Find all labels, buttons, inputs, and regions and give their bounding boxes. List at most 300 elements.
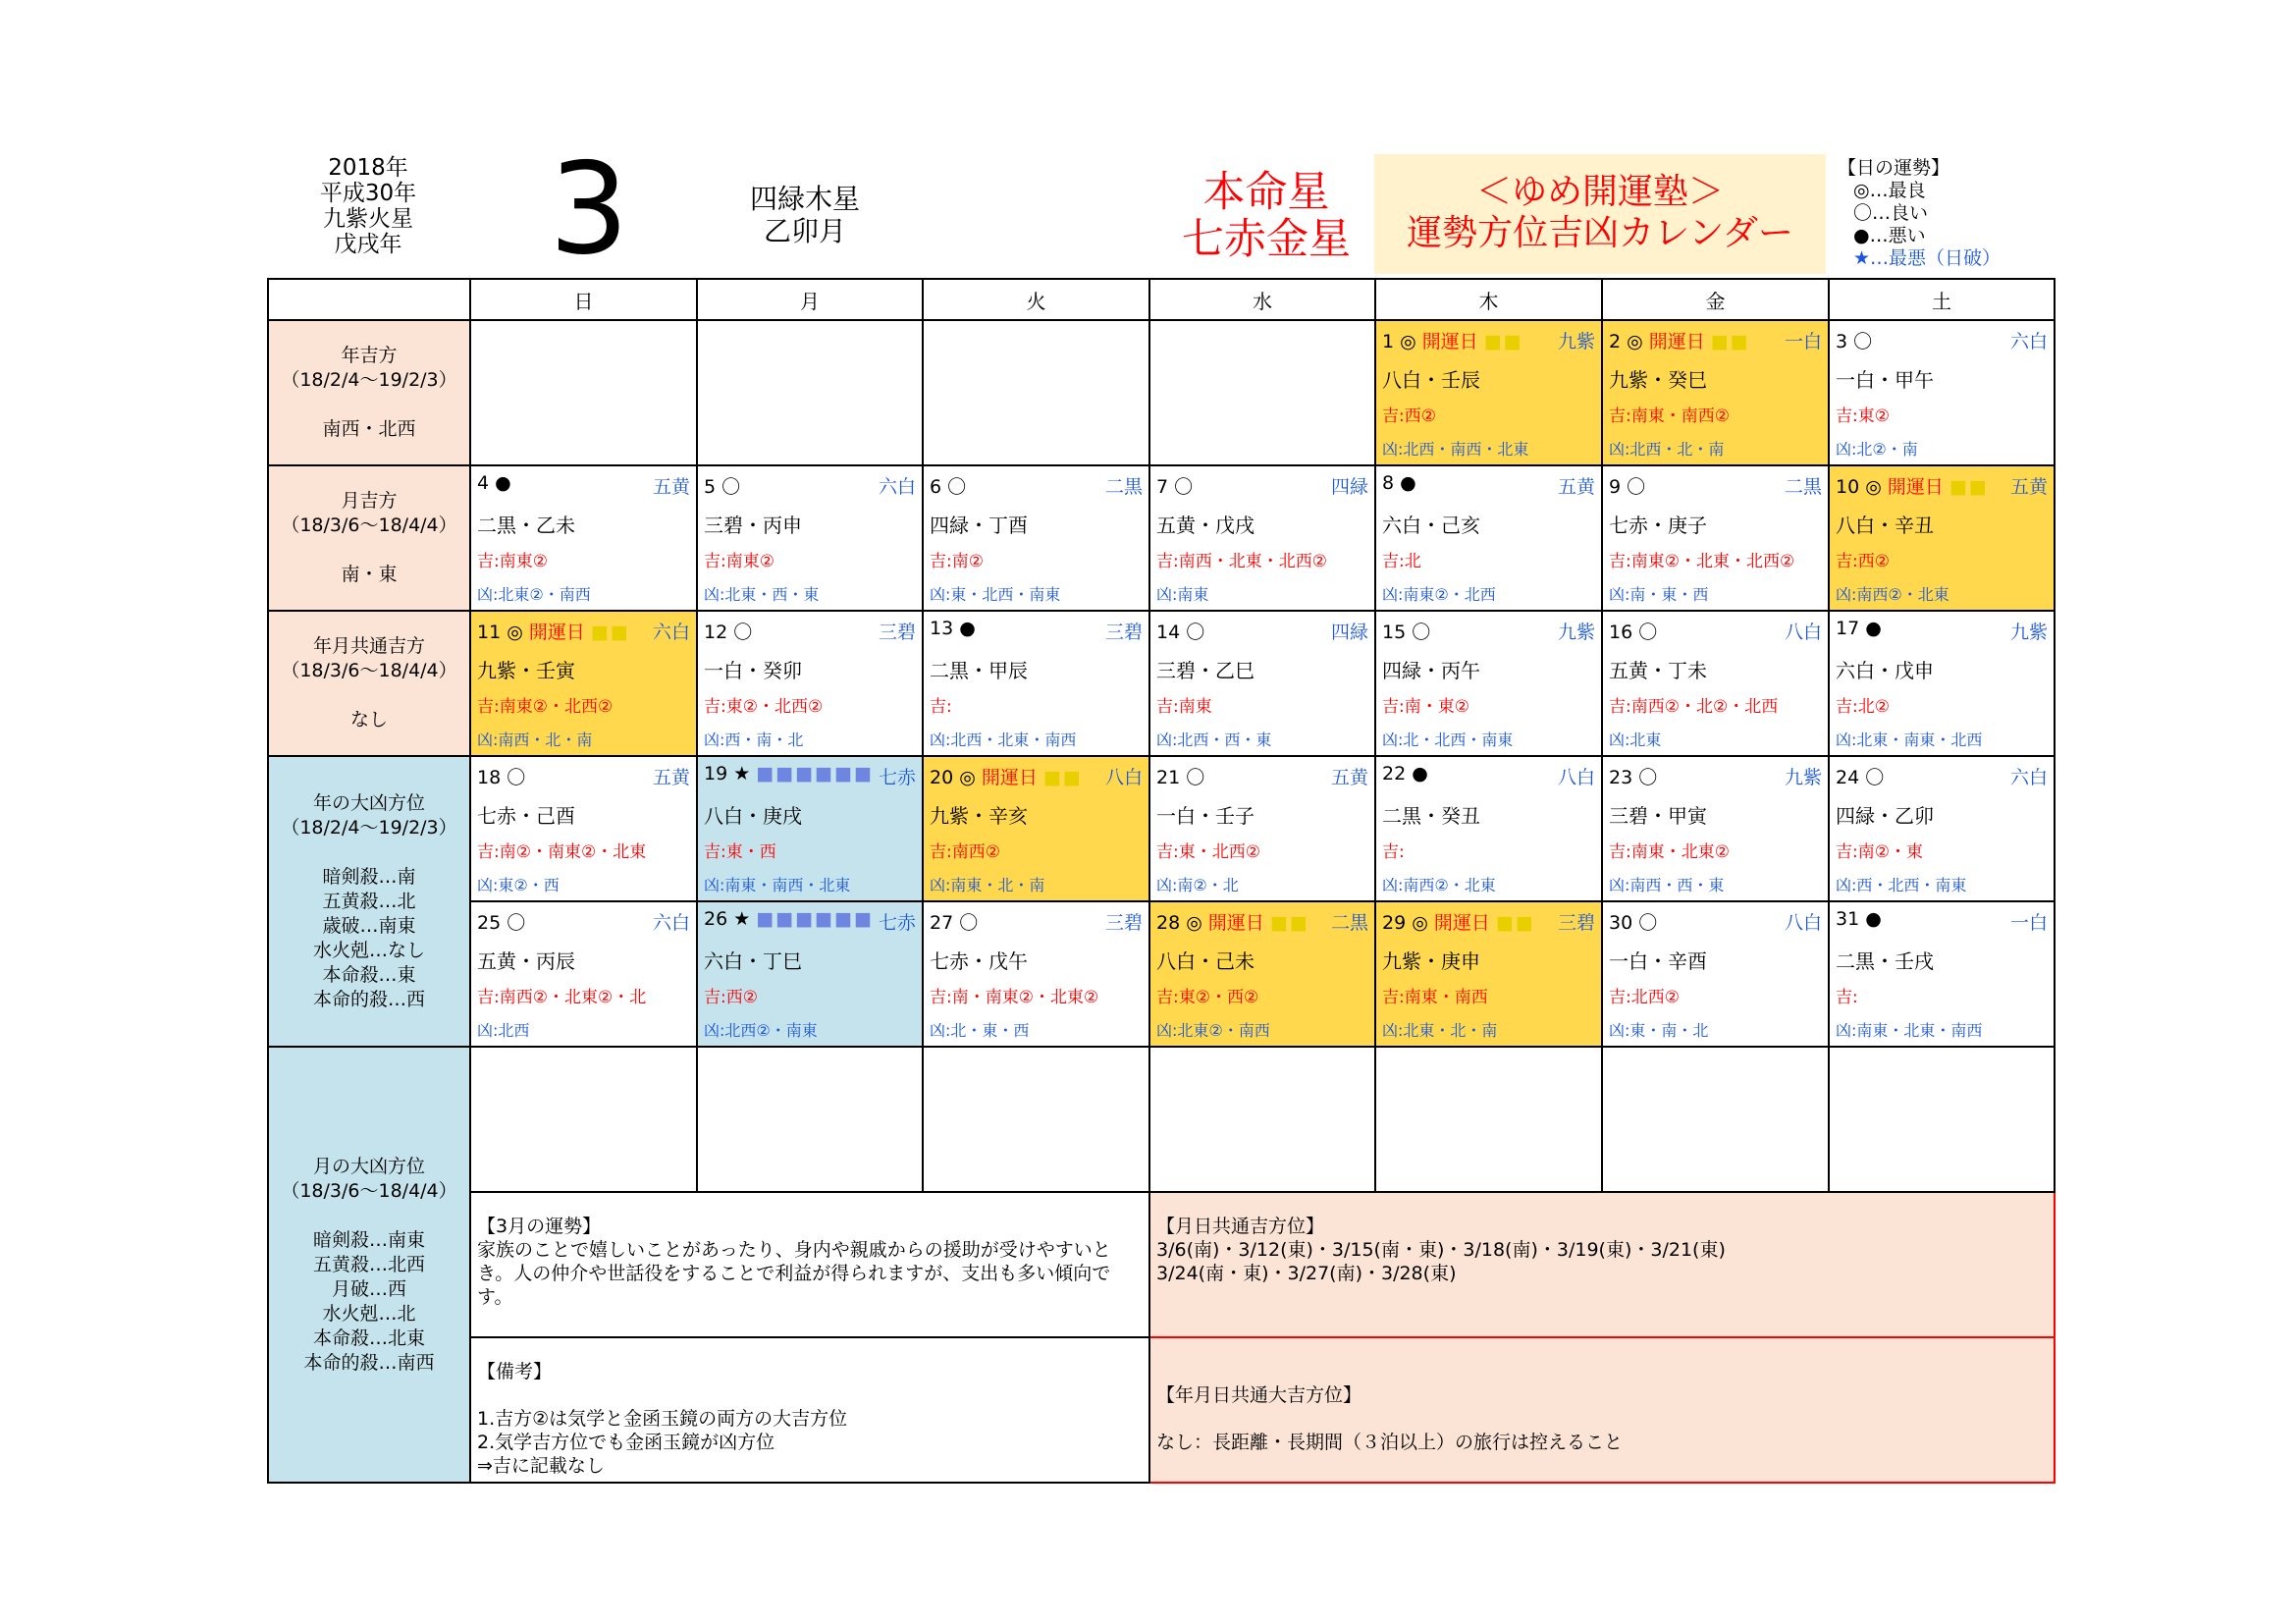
- day-star: 九紫: [1784, 767, 1822, 788]
- day-kanshi: 八白・辛丑: [1836, 514, 1934, 537]
- weekday-mon: 月: [697, 279, 923, 320]
- day-star: 八白: [1784, 622, 1822, 643]
- day-unlucky-directions: 凶:南東・北・南: [930, 876, 1045, 894]
- day-lucky-directions: 吉:: [1382, 842, 1405, 862]
- kaiun-marker: ■■: [1949, 476, 1989, 498]
- day-fortune-mark: 〇: [1174, 476, 1194, 498]
- day-cell: [1602, 465, 1829, 611]
- side-item: 本命的殺…南西: [303, 1351, 435, 1374]
- day-header-line: [1382, 327, 1595, 351]
- honmei-label: 本命星: [1202, 168, 1330, 217]
- day-star: 六白: [652, 622, 690, 643]
- empty-day-cell: [923, 1047, 1149, 1192]
- year-lucky-direction: [268, 320, 470, 465]
- common-lucky-days-note: [1149, 1192, 2055, 1337]
- day-star: 五黄: [652, 476, 690, 498]
- day-star: 三碧: [1104, 622, 1143, 643]
- weekday-thu: 木: [1375, 279, 1602, 320]
- day-kanshi: 二黒・乙未: [477, 514, 575, 537]
- day-number: 13: [930, 618, 954, 639]
- honmei-block: [1139, 169, 1394, 263]
- day-lucky-directions: 吉:南東・北東②: [1609, 842, 1730, 862]
- day-star: 七赤: [878, 767, 916, 788]
- day-unlucky-directions: 凶:東②・西: [477, 876, 560, 894]
- side-item: 水火剋…北: [322, 1302, 416, 1325]
- day-lucky-directions: 吉:南西②・北②・北西: [1609, 697, 1779, 717]
- day-header-line: [477, 908, 690, 932]
- remarks-line: ⇒吉に記載なし: [477, 1455, 605, 1477]
- side-range: （18/2/4～19/2/3）: [281, 816, 457, 839]
- day-kanshi: 九紫・壬寅: [477, 659, 575, 682]
- day-kanshi: 九紫・癸巳: [1609, 368, 1707, 392]
- day-cell: [1602, 320, 1829, 465]
- day-unlucky-directions: 凶:北西②・南東: [704, 1021, 818, 1040]
- day-header-line: [477, 618, 690, 641]
- day-kanshi: 六白・己亥: [1382, 514, 1480, 537]
- day-number: 12: [704, 622, 728, 643]
- day-number: 9: [1609, 476, 1622, 498]
- day-fortune-mark: ★: [733, 763, 751, 785]
- day-lucky-directions: 吉:南東・南西: [1382, 988, 1488, 1007]
- common-title: 【月日共通吉方位】: [1156, 1216, 1325, 1237]
- day-fortune-mark: 〇: [721, 476, 741, 498]
- day-star: 八白: [1784, 912, 1822, 934]
- header-year: 2018年: [328, 155, 408, 181]
- day-fortune-mark: 〇: [1412, 622, 1431, 643]
- day-unlucky-directions: 凶:南東: [1156, 585, 1209, 604]
- day-lucky-directions: 吉:南・東②: [1382, 697, 1469, 717]
- day-unlucky-directions: 凶:北西・北・南: [1609, 440, 1725, 459]
- day-unlucky-directions: 凶:南西②・北東: [1836, 585, 1949, 604]
- day-kanshi: 七赤・庚子: [1609, 514, 1707, 537]
- day-header-line: [1609, 908, 1822, 932]
- day-unlucky-directions: 凶:南②・北: [1156, 876, 1239, 894]
- day-number: 22: [1382, 763, 1407, 785]
- day-lucky-directions: 吉:南東②: [704, 552, 774, 571]
- day-cell: [923, 901, 1149, 1047]
- day-header-line: [1382, 618, 1595, 641]
- day-unlucky-directions: 凶:南・東・西: [1609, 585, 1709, 604]
- month-number: 3: [549, 136, 629, 283]
- day-star: 六白: [878, 476, 916, 498]
- day-number: 14: [1156, 622, 1181, 643]
- day-header-line: [1836, 908, 2048, 932]
- day-number: 25: [477, 912, 502, 934]
- day-lucky-directions: 吉:東②・西②: [1156, 988, 1259, 1007]
- day-lucky-directions: 吉:西②: [704, 988, 758, 1007]
- day-lucky-directions: 吉:南②: [930, 552, 984, 571]
- day-cell: [1829, 756, 2055, 901]
- side-item: 本命殺…北東: [312, 1326, 425, 1349]
- day-fortune-mark: 〇: [507, 767, 526, 788]
- day-lucky-directions: 吉:東・北西②: [1156, 842, 1260, 862]
- day-header-line: [930, 618, 1143, 641]
- common-lucky-direction: [268, 611, 470, 756]
- day-header-line: [930, 763, 1143, 786]
- legend-bad: ●…悪い: [1853, 225, 1926, 246]
- day-fortune-mark: 〇: [1638, 767, 1658, 788]
- day-fortune-mark: 〇: [1853, 331, 1873, 352]
- day-kanshi: 四緑・丁酉: [930, 514, 1028, 537]
- empty-day-cell: [1149, 320, 1375, 465]
- day-kanshi: 五黄・丁未: [1609, 659, 1707, 682]
- day-unlucky-directions: 凶:北東・南東・北西: [1836, 731, 1983, 749]
- day-unlucky-directions: 凶:北西・南西・北東: [1382, 440, 1529, 459]
- legend-best: ◎…最良: [1853, 180, 1926, 201]
- day-number: 30: [1609, 912, 1633, 934]
- day-kanshi: 二黒・甲辰: [930, 659, 1028, 682]
- day-fortune-mark: 〇: [959, 912, 979, 934]
- big-lucky-direction-note: [1149, 1337, 2055, 1483]
- day-lucky-directions: 吉:: [1836, 988, 1858, 1007]
- day-header-line: [1382, 763, 1595, 786]
- day-fortune-mark: ●: [1400, 472, 1416, 494]
- day-cell: [1375, 901, 1602, 1047]
- kaiun-marker: ■■: [590, 622, 630, 643]
- legend-title: 【日の運勢】: [1838, 157, 1950, 179]
- day-kanshi: 三碧・乙巳: [1156, 659, 1255, 682]
- day-cell: [1375, 465, 1602, 611]
- day-header-line: [1382, 472, 1595, 496]
- day-fortune-mark: ◎: [1412, 912, 1428, 934]
- side-item: 本命的殺…西: [312, 988, 425, 1010]
- day-cell: [1149, 611, 1375, 756]
- day-star: 一白: [1784, 331, 1822, 352]
- day-fortune-mark: ●: [495, 472, 511, 494]
- day-kanshi: 一白・壬子: [1156, 804, 1255, 828]
- kaiun-day-label: 開運日: [1207, 912, 1264, 934]
- day-cell: [1149, 756, 1375, 901]
- empty-day-cell: [1375, 1047, 1602, 1192]
- empty-day-cell: [1829, 1047, 2055, 1192]
- day-lucky-directions: 吉:南②・南東②・北東: [477, 842, 647, 862]
- day-header-line: [1156, 908, 1368, 932]
- nippa-marker: ■■■■■■: [756, 908, 875, 930]
- day-unlucky-directions: 凶:北東・北・南: [1382, 1021, 1498, 1040]
- week-row-1: [268, 320, 2055, 465]
- side-item: 月破…西: [331, 1277, 406, 1300]
- day-fortune-mark: 〇: [947, 476, 967, 498]
- week-row-2: [268, 465, 2055, 611]
- day-fortune-mark: ◎: [959, 767, 976, 788]
- day-lucky-directions: 吉:東②・北西②: [704, 697, 824, 717]
- day-unlucky-directions: 凶:北東: [1609, 731, 1662, 749]
- day-number: 20: [930, 767, 954, 788]
- week-row-3: [268, 611, 2055, 756]
- day-fortune-mark: ●: [959, 618, 976, 639]
- day-star: 三碧: [878, 622, 916, 643]
- kaiun-marker: ■■: [1710, 331, 1750, 352]
- month-eto: 乙卯月: [763, 215, 846, 247]
- day-star: 五黄: [2009, 476, 2048, 498]
- day-number: 8: [1382, 472, 1395, 494]
- day-star: 三碧: [1557, 912, 1595, 934]
- day-kanshi: 四緑・丙午: [1382, 659, 1480, 682]
- header-heisei: 平成30年: [319, 181, 417, 206]
- day-unlucky-directions: 凶:東・南・北: [1609, 1021, 1709, 1040]
- day-cell: [1375, 320, 1602, 465]
- side-item: 暗剣殺…南: [322, 865, 416, 888]
- empty-day-cell: [697, 1047, 923, 1192]
- day-fortune-mark: ◎: [1400, 331, 1416, 352]
- side-label: 年月共通吉方: [312, 635, 425, 657]
- legend-good: 〇…良い: [1853, 202, 1929, 224]
- day-fortune-mark: ●: [1865, 908, 1882, 930]
- side-item: 五黄殺…北西: [312, 1253, 425, 1275]
- header-year-star: 九紫火星: [323, 206, 413, 232]
- weekday-fri: 金: [1602, 279, 1829, 320]
- day-unlucky-directions: 凶:北・北西・南東: [1382, 731, 1514, 749]
- day-cell: [697, 465, 923, 611]
- day-number: 24: [1836, 767, 1860, 788]
- calendar-grid: [267, 278, 2056, 1484]
- nippa-marker: ■■■■■■: [756, 763, 875, 785]
- day-kanshi: 一白・甲午: [1836, 368, 1934, 392]
- day-star: 四緑: [1330, 622, 1368, 643]
- day-star: 二黒: [1104, 476, 1143, 498]
- day-lucky-directions: 吉:北: [1382, 552, 1421, 571]
- day-fortune-mark: 〇: [1865, 767, 1885, 788]
- day-number: 21: [1156, 767, 1181, 788]
- day-header-line: [1836, 763, 2048, 786]
- day-cell: [1829, 465, 2055, 611]
- day-kanshi: 一白・癸卯: [704, 659, 802, 682]
- day-number: 1: [1382, 331, 1395, 352]
- day-kanshi: 三碧・丙申: [704, 514, 802, 537]
- day-number: 2: [1609, 331, 1622, 352]
- side-value: 南・東: [341, 564, 398, 585]
- day-header-line: [930, 908, 1143, 932]
- day-number: 31: [1836, 908, 1860, 930]
- day-kanshi: 七赤・己酉: [477, 804, 575, 828]
- month-unlucky-direction: [268, 1047, 470, 1483]
- day-cell: [470, 465, 697, 611]
- day-fortune-mark: 〇: [1186, 767, 1205, 788]
- day-star: 九紫: [1557, 331, 1595, 352]
- day-unlucky-directions: 凶:東・北西・南東: [930, 585, 1061, 604]
- empty-day-cell: [470, 1047, 697, 1192]
- day-unlucky-directions: 凶:西・南・北: [704, 731, 804, 749]
- header-year-eto: 戊戌年: [334, 232, 402, 257]
- day-lucky-directions: 吉:南東②・北東・北西②: [1609, 552, 1795, 571]
- day-star: 四緑: [1330, 476, 1368, 498]
- monthly-fortune-note: [470, 1192, 1149, 1337]
- day-number: 10: [1836, 476, 1860, 498]
- common-text-2: 3/24(南・東)・3/27(南)・3/28(東): [1156, 1263, 1457, 1284]
- day-header-line: [1609, 472, 1822, 496]
- day-cell: [1149, 465, 1375, 611]
- day-unlucky-directions: 凶:西・北西・南東: [1836, 876, 1967, 894]
- day-number: 26: [704, 908, 728, 930]
- day-kanshi: 九紫・庚申: [1382, 949, 1480, 973]
- kaiun-marker: ■■: [1495, 912, 1535, 934]
- day-number: 5: [704, 476, 717, 498]
- day-number: 4: [477, 472, 490, 494]
- kaiun-marker: ■■: [1269, 912, 1309, 934]
- day-star: 六白: [2009, 767, 2048, 788]
- day-fortune-mark: ◎: [507, 622, 523, 643]
- side-label: 月吉方: [341, 490, 398, 512]
- day-fortune-mark: 〇: [733, 622, 753, 643]
- day-kanshi: 五黄・戊戌: [1156, 514, 1255, 537]
- side-range: （18/3/6～18/4/4）: [281, 514, 457, 536]
- day-header-line: [1156, 472, 1368, 496]
- empty-day-cell: [1602, 1047, 1829, 1192]
- day-number: 17: [1836, 618, 1860, 639]
- calendar-title-box: [1374, 154, 1826, 274]
- side-range: （18/3/6～18/4/4）: [281, 1179, 457, 1202]
- notes-row-2: [268, 1337, 2055, 1483]
- kaiun-marker: ■■: [1483, 331, 1523, 352]
- day-cell: [1602, 901, 1829, 1047]
- day-lucky-directions: 吉:南・南東②・北東②: [930, 988, 1099, 1007]
- day-fortune-mark: 〇: [1186, 622, 1205, 643]
- day-kanshi: 二黒・壬戌: [1836, 949, 1934, 973]
- day-header-line: [704, 908, 916, 932]
- big-text: なし：長距離・長期間（３泊以上）の旅行は控えること: [1156, 1432, 1624, 1453]
- year-unlucky-direction: [268, 756, 470, 1047]
- day-number: 28: [1156, 912, 1181, 934]
- day-unlucky-directions: 凶:南西・西・東: [1609, 876, 1725, 894]
- kaiun-day-label: 開運日: [528, 622, 585, 643]
- day-lucky-directions: 吉:北②: [1836, 697, 1890, 717]
- day-number: 3: [1836, 331, 1848, 352]
- header-year-block: [304, 155, 432, 257]
- day-fortune-mark: 〇: [1638, 622, 1658, 643]
- day-lucky-directions: 吉:南西②: [930, 842, 1000, 862]
- month-star: 四緑木星: [749, 183, 860, 215]
- day-header-line: [1836, 618, 2048, 641]
- day-kanshi: 七赤・戊午: [930, 949, 1028, 973]
- side-label: 年吉方: [341, 345, 398, 366]
- day-header-line: [1609, 618, 1822, 641]
- day-fortune-mark: ★: [733, 908, 751, 930]
- kaiun-day-label: 開運日: [1887, 476, 1944, 498]
- kaiun-day-label: 開運日: [1648, 331, 1705, 352]
- day-kanshi: 五黄・丙辰: [477, 949, 575, 973]
- day-fortune-mark: ◎: [1627, 331, 1643, 352]
- corner-cell: [268, 279, 470, 320]
- kaiun-day-label: 開運日: [1421, 331, 1478, 352]
- honmei-star: 七赤金星: [1182, 215, 1351, 264]
- day-header-line: [1382, 908, 1595, 932]
- common-text: 3/6(南)・3/12(東)・3/15(南・東)・3/18(南)・3/19(東)・3/21(東): [1156, 1239, 1726, 1261]
- day-star: 九紫: [2009, 622, 2048, 643]
- day-cell: [1149, 901, 1375, 1047]
- day-kanshi: 六白・戊申: [1836, 659, 1934, 682]
- day-lucky-directions: 吉:: [930, 697, 952, 717]
- day-lucky-directions: 吉:南東②・北西②: [477, 697, 614, 717]
- day-unlucky-directions: 凶:北西・北東・南西: [930, 731, 1077, 749]
- side-range: （18/3/6～18/4/4）: [281, 660, 457, 681]
- day-star: 六白: [2009, 331, 2048, 352]
- day-star: 五黄: [1557, 476, 1595, 498]
- weekday-sat: 土: [1829, 279, 2055, 320]
- day-lucky-directions: 吉:南西②・北東②・北: [477, 988, 647, 1007]
- weekday-header-row: [268, 279, 2055, 320]
- day-fortune-mark: ●: [1865, 618, 1882, 639]
- legend: [1838, 157, 2001, 270]
- day-fortune-mark: 〇: [1627, 476, 1646, 498]
- remarks-title: 【備考】: [477, 1361, 553, 1382]
- day-lucky-directions: 吉:東・西: [704, 842, 776, 862]
- kaiun-marker: ■■: [1042, 767, 1083, 788]
- week-row-6: [268, 1047, 2055, 1192]
- day-cell: [697, 611, 923, 756]
- big-title: 【年月日共通大吉方位】: [1156, 1384, 1362, 1406]
- side-label: 月の大凶方位: [312, 1155, 425, 1177]
- day-header-line: [704, 472, 916, 496]
- day-cell: [1375, 756, 1602, 901]
- month-star-block: [707, 183, 903, 247]
- remarks-line: 2.気学吉方位でも金函玉鏡が凶方位: [477, 1432, 775, 1453]
- day-cell: [1602, 611, 1829, 756]
- day-number: 29: [1382, 912, 1407, 934]
- day-kanshi: 三碧・甲寅: [1609, 804, 1707, 828]
- day-header-line: [1609, 763, 1822, 786]
- side-value: 南西・北西: [322, 418, 416, 440]
- day-lucky-directions: 吉:南東・南西②: [1609, 406, 1730, 426]
- side-range: （18/2/4～19/2/3）: [281, 369, 457, 391]
- fortune-title: 【3月の運勢】: [477, 1216, 602, 1237]
- day-number: 7: [1156, 476, 1169, 498]
- day-kanshi: 八白・壬辰: [1382, 368, 1480, 392]
- day-header-line: [704, 763, 916, 786]
- day-fortune-mark: ●: [1412, 763, 1428, 785]
- day-header-line: [704, 618, 916, 641]
- remarks-line: 1.吉方②は気学と金函玉鏡の両方の大吉方位: [477, 1408, 848, 1430]
- side-item: 暗剣殺…南東: [312, 1228, 425, 1251]
- day-kanshi: 一白・辛酉: [1609, 949, 1707, 973]
- day-cell: [1829, 611, 2055, 756]
- day-lucky-directions: 吉:西②: [1382, 406, 1436, 426]
- month-lucky-direction: [268, 465, 470, 611]
- day-kanshi: 六白・丁巳: [704, 949, 802, 973]
- weekday-tue: 火: [923, 279, 1149, 320]
- day-unlucky-directions: 凶:北西・西・東: [1156, 731, 1272, 749]
- day-lucky-directions: 吉:南西・北東・北西②: [1156, 552, 1327, 571]
- day-cell: [470, 756, 697, 901]
- day-number: 11: [477, 622, 502, 643]
- day-lucky-directions: 吉:南東②: [477, 552, 548, 571]
- day-cell: [697, 901, 923, 1047]
- side-item: 歳破…南東: [322, 914, 416, 937]
- weekday-wed: 水: [1149, 279, 1375, 320]
- weekday-sun: 日: [470, 279, 697, 320]
- day-number: 18: [477, 767, 502, 788]
- day-cell: [923, 465, 1149, 611]
- day-unlucky-directions: 凶:北・東・西: [930, 1021, 1030, 1040]
- day-cell: [923, 611, 1149, 756]
- side-item: 本命殺…東: [322, 963, 416, 986]
- day-star: 三碧: [1104, 912, 1143, 934]
- empty-day-cell: [697, 320, 923, 465]
- day-star: 二黒: [1784, 476, 1822, 498]
- day-number: 23: [1609, 767, 1633, 788]
- day-header-line: [1156, 618, 1368, 641]
- day-cell: [470, 611, 697, 756]
- day-star: 二黒: [1330, 912, 1368, 934]
- day-cell: [1375, 611, 1602, 756]
- day-cell: [1829, 320, 2055, 465]
- notes-row-1: [268, 1192, 2055, 1337]
- side-item: 五黄殺…北: [322, 890, 416, 912]
- day-header-line: [477, 763, 690, 786]
- day-header-line: [930, 472, 1143, 496]
- day-header-line: [477, 472, 690, 496]
- day-star: 七赤: [878, 912, 916, 934]
- day-unlucky-directions: 凶:北東②・南西: [1156, 1021, 1270, 1040]
